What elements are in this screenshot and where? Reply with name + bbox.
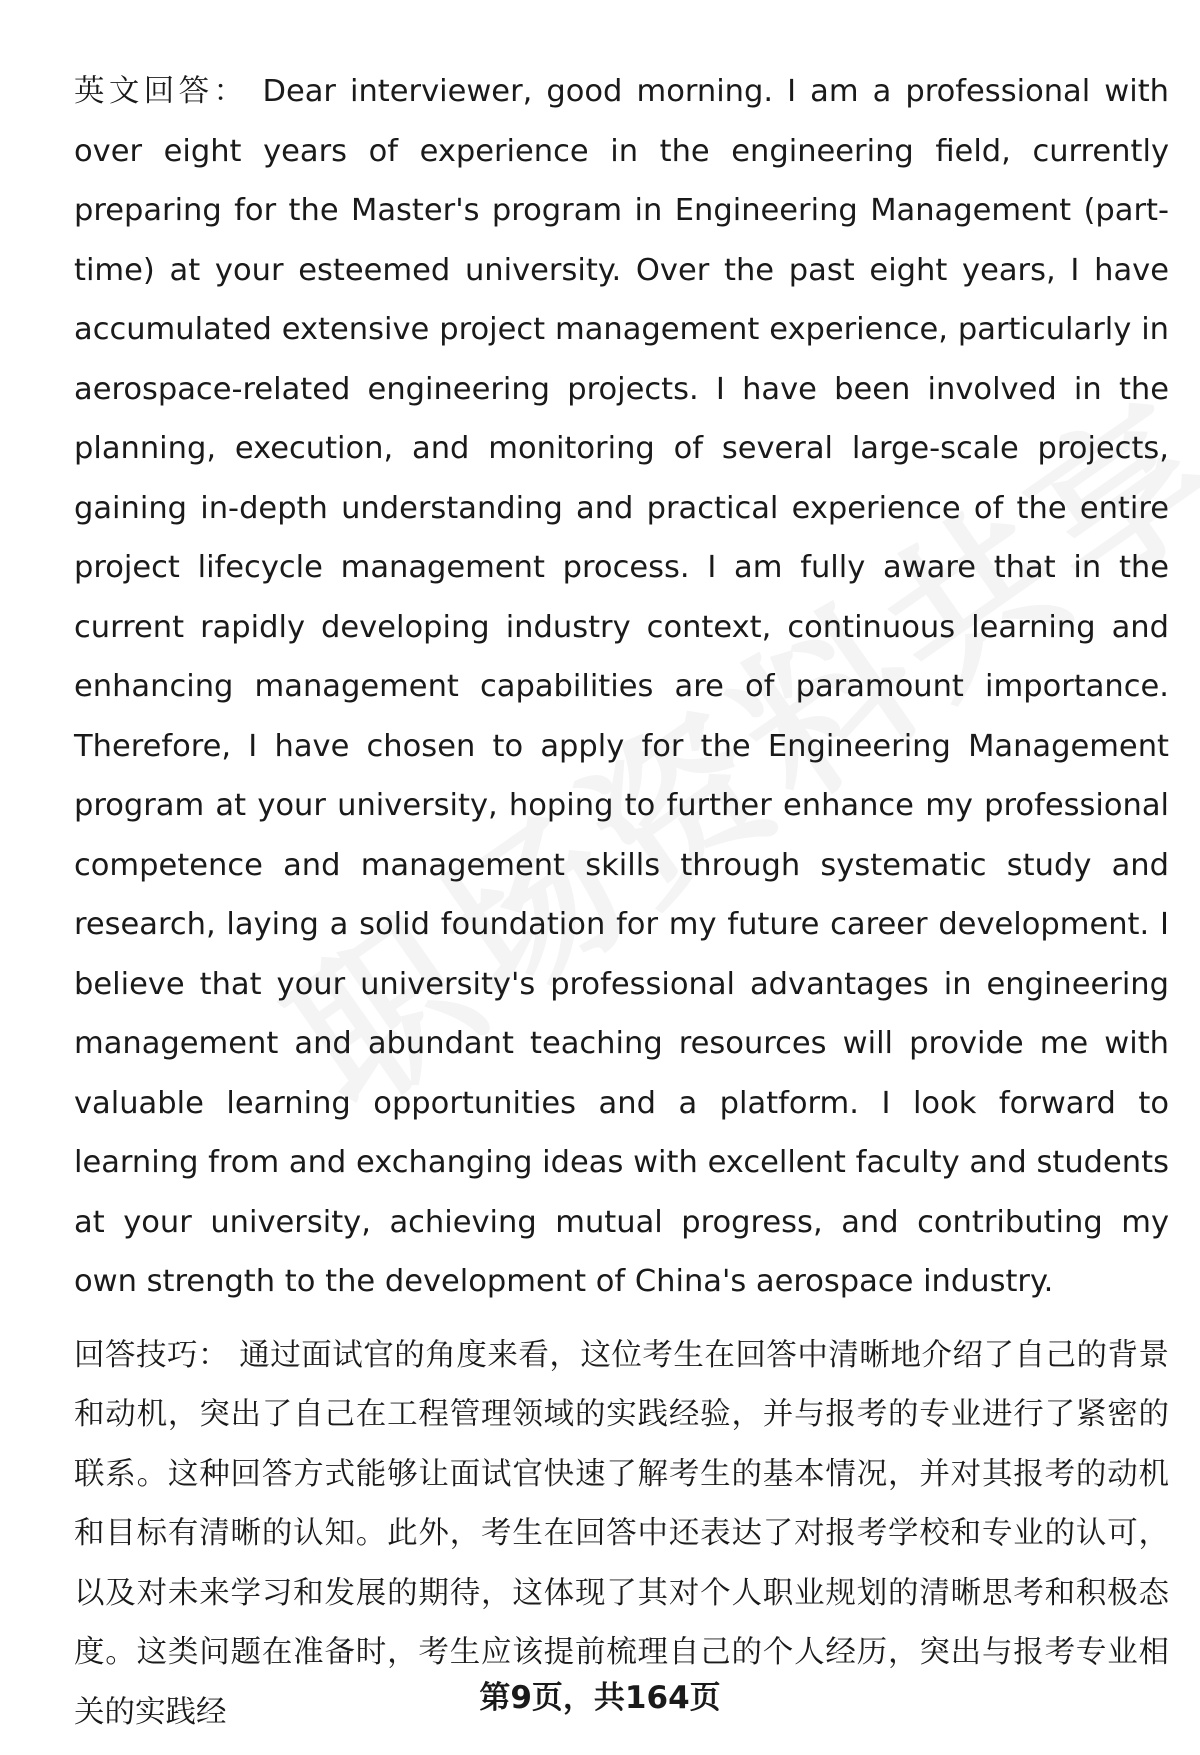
english-answer-text: Dear interviewer, good morning. I am a professional with over eight years of experience in the engineering field, currently preparing for the Master's program in Engineering Management (part-time) at your esteemed university. Over the past eight years, I have accumulated extensive project management experience, particularly in aerospace-related engineering projects. I have been involved in the planning, execution, and monitoring of several large-scale projects, gaining in-depth understanding and practical experience of the entire project lifecycle management process. I am fully aware that in the current rapidly developing industry context, continuous learning and enhancing management capabilities are of paramount importance. Therefore, I have chosen to apply for the Engineering Management program at your university, hoping to further enhance my professional competence and management skills through systematic study and research, laying a solid foundation for my future career development. I believe that your university's professional advantages in engineering management and abundant teaching resources will provide me with valuable learning opportunities and a platform. I look forward to learning from and exchanging ideas with excellent faculty and students at your university, achieving mutual progress, and contributing my own strength to the development of China's aerospace industry. [74,74,1169,1299]
answer-tips-text: 通过面试官的角度来看，这位考生在回答中清晰地介绍了自己的背景和动机，突出了自己在工程管理领域的实践经验，并与报考的专业进行了紧密的联系。这种回答方式能够让面试官快速了解考生的基本情况，并对其报考的动机和目标有清晰的认知。此外，考生在回答中还表达了对报考学校和专业的认可，以及对未来学习和发展的期待，这体现了其对个人职业规划的清晰思考和积极态度。这类问题在准备时，考生应该提前梳理自己的个人经历，突出与报考专业相关的实践经 [74,1337,1170,1730]
page-number-footer: 第9页，共164页 [479,1680,721,1716]
english-answer-label: 英文回答： [74,74,249,109]
english-answer-paragraph [74,62,1169,1312]
answer-tips-label: 回答技巧： [74,1337,230,1373]
page-content [74,62,1169,1742]
